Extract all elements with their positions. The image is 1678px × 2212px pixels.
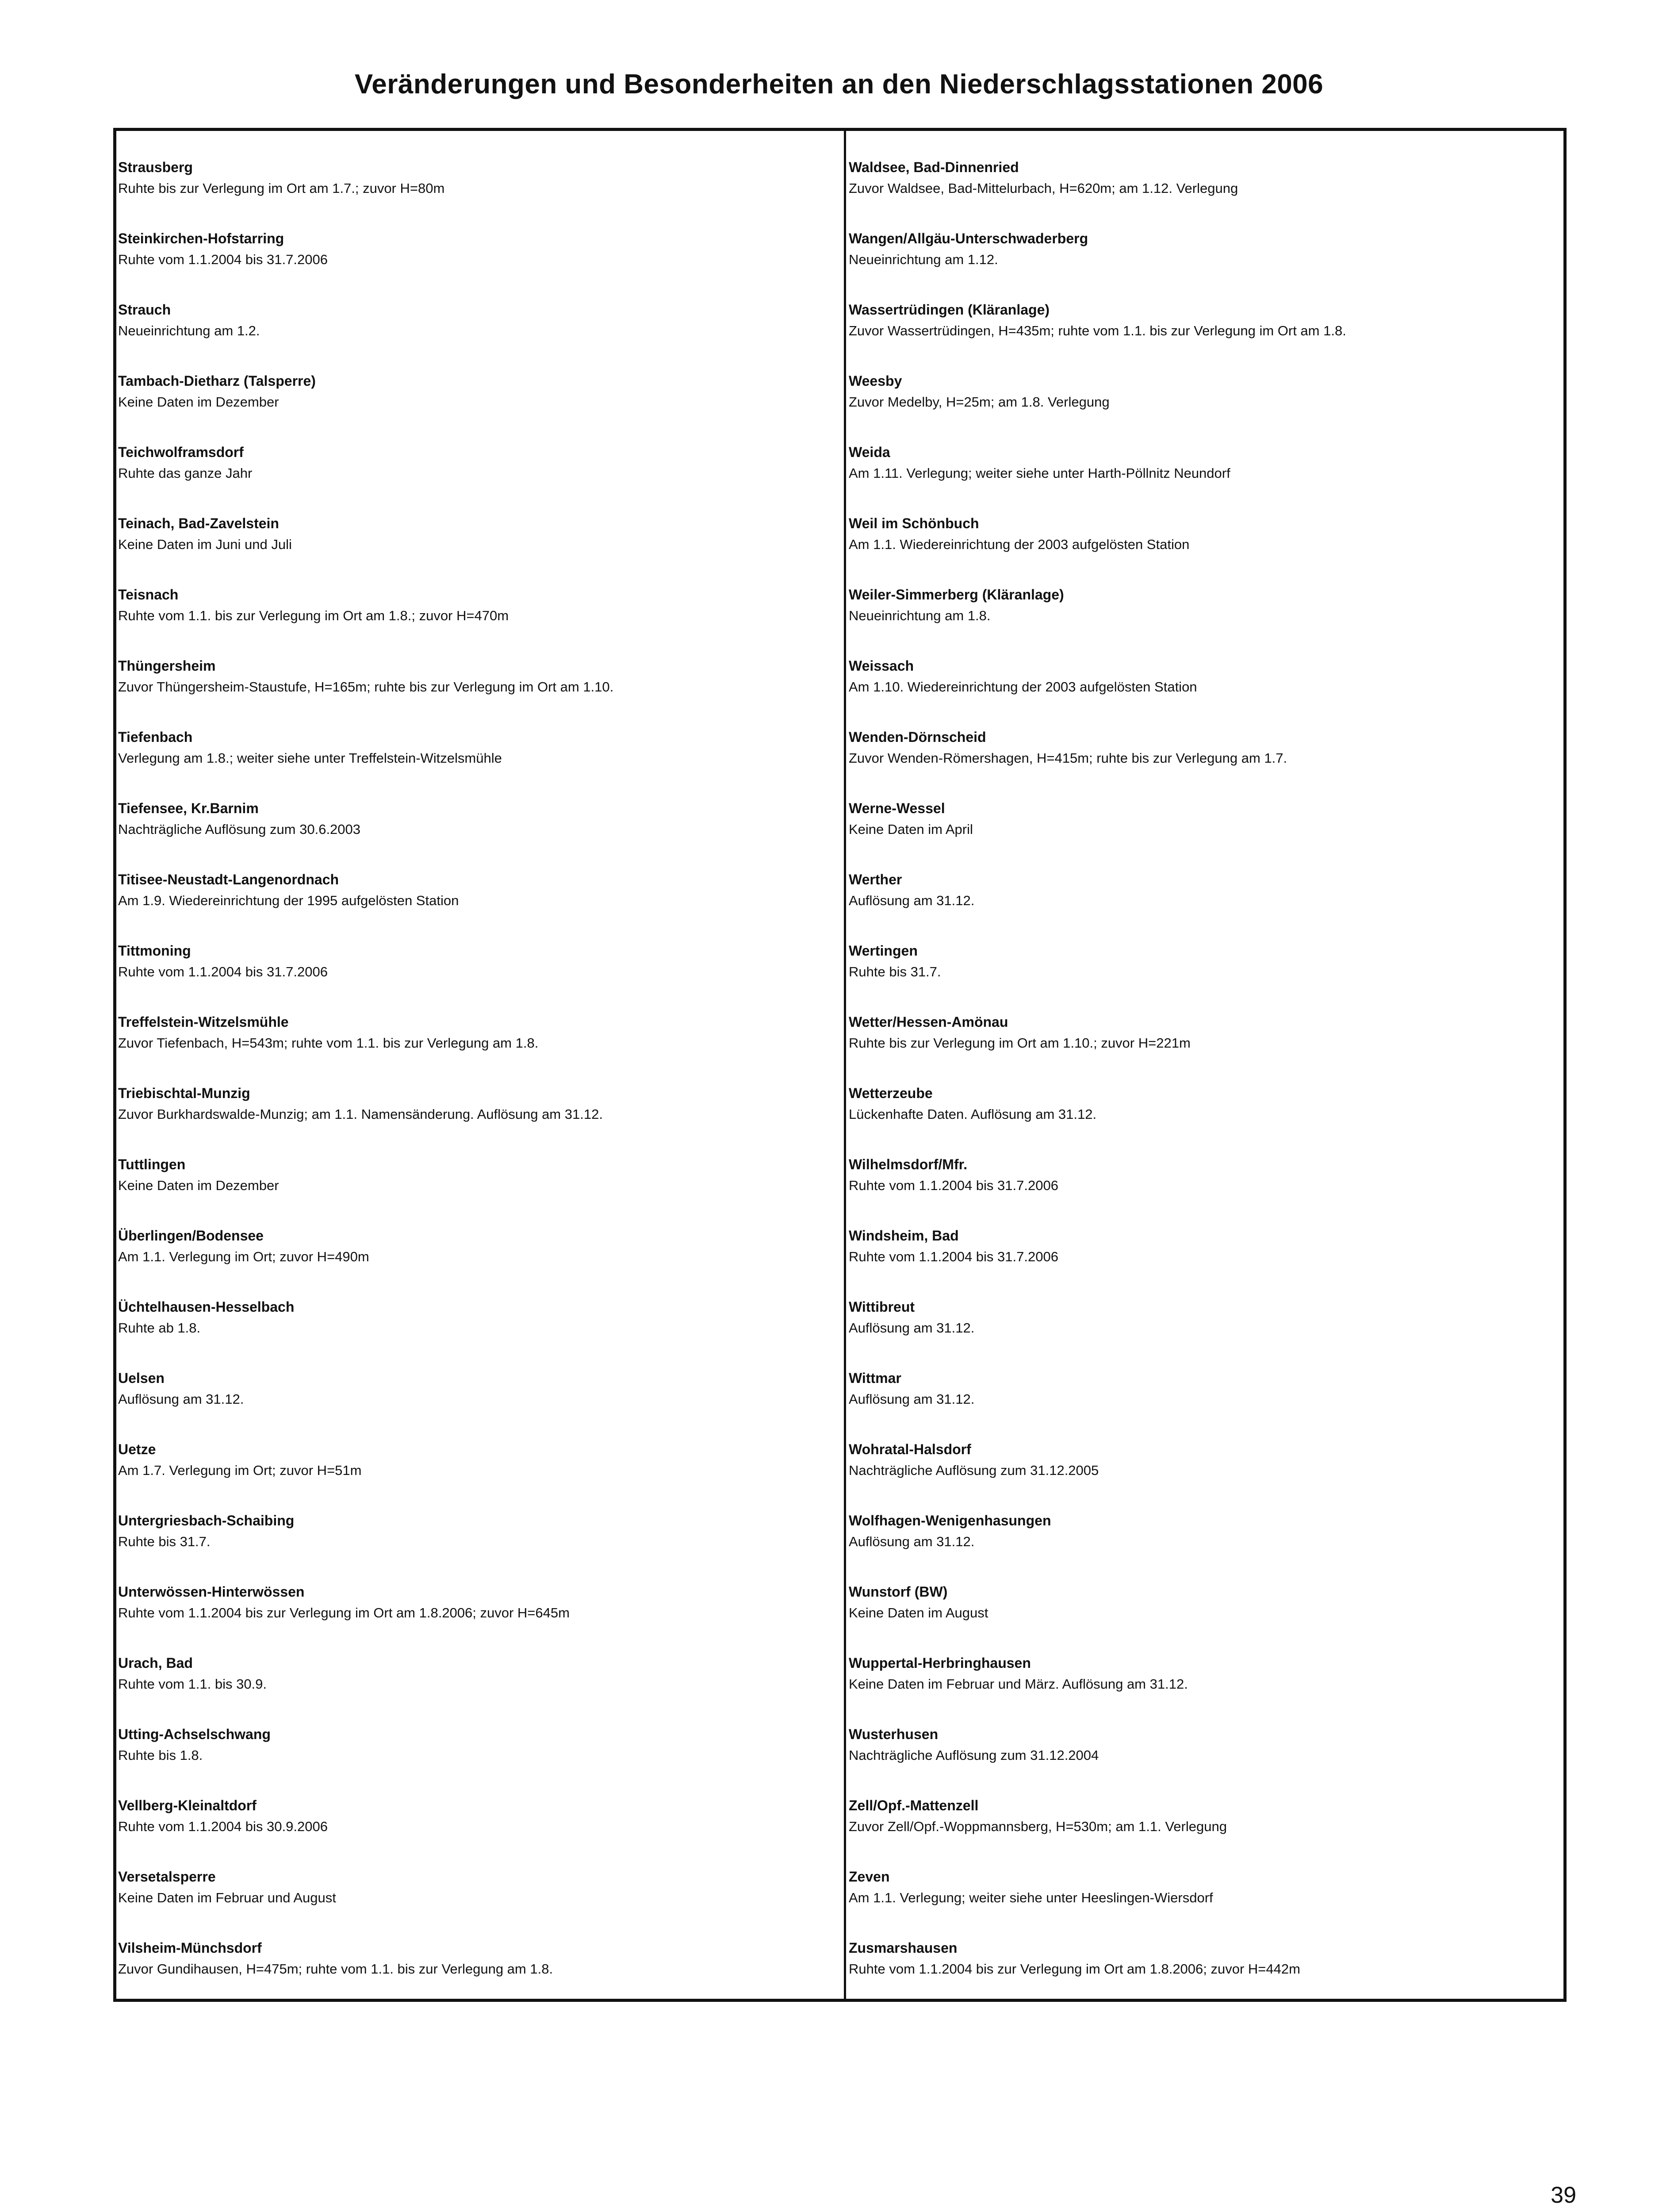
station-name: Unterwössen-Hinterwössen [118,1584,305,1600]
station-note: Zuvor Zell/Opf.-Woppmannsberg, H=530m; am 1.1. Verlegung [849,1819,1227,1834]
station-entry [118,1583,839,1654]
station-note: Am 1.11. Verlegung; weiter siehe unter Harth-Pöllnitz Neundorf [849,465,1230,481]
station-note: Ruhte vom 1.1. bis 30.9. [118,1676,267,1692]
station-note: Ruhte bis 31.7. [118,1534,211,1549]
station-entry [849,1725,1561,1797]
page-number: 39 [1551,2182,1576,2208]
station-entry [118,1654,839,1725]
station-name: Wertingen [849,943,918,959]
station-note: Neueinrichtung am 1.12. [849,252,998,267]
station-entry [118,799,839,871]
station-note: Ruhte vom 1.1. bis zur Verlegung im Ort am 1.8.; zuvor H=470m [118,608,509,623]
station-name: Tittmoning [118,943,191,959]
station-entry [118,1512,839,1583]
station-name: Titisee-Neustadt-Langenordnach [118,872,339,887]
station-name: Tuttlingen [118,1156,186,1172]
station-note: Keine Daten im Juni und Juli [118,537,292,552]
station-entry [118,301,839,372]
station-note: Neueinrichtung am 1.2. [118,323,260,338]
column-divider [844,131,846,1999]
station-name: Wittmar [849,1370,901,1386]
station-name: Triebischtal-Munzig [118,1085,250,1101]
station-note: Neueinrichtung am 1.8. [849,608,991,623]
station-name: Wohratal-Halsdorf [849,1441,971,1457]
station-entry [118,1084,839,1156]
station-name: Treffelstein-Witzelsmühle [118,1014,289,1030]
station-note: Ruhte vom 1.1.2004 bis 31.7.2006 [118,964,328,979]
station-name: Urach, Bad [118,1655,193,1671]
station-name: Wenden-Dörnscheid [849,729,986,745]
station-note: Zuvor Medelby, H=25m; am 1.8. Verlegung [849,394,1110,410]
station-note: Nachträgliche Auflösung zum 30.6.2003 [118,822,361,837]
station-entry [849,1084,1561,1156]
station-note: Ruhte bis 1.8. [118,1747,203,1763]
station-note: Nachträgliche Auflösung zum 31.12.2005 [849,1463,1099,1478]
station-entry [118,158,839,230]
station-entry [118,1939,839,2010]
station-note: Ruhte vom 1.1.2004 bis 30.9.2006 [118,1819,328,1834]
station-entry [118,1013,839,1084]
station-note: Am 1.1. Verlegung im Ort; zuvor H=490m [118,1249,369,1264]
station-note: Am 1.1. Wiedereinrichtung der 2003 aufgelösten Station [849,537,1190,552]
station-name: Untergriesbach-Schaibing [118,1513,295,1528]
station-entry [118,1868,839,1939]
station-name: Thüngersheim [118,658,216,674]
station-note: Ruhte vom 1.1.2004 bis zur Verlegung im Ort am 1.8.2006; zuvor H=442m [849,1961,1300,1977]
station-name: Wilhelmsdorf/Mfr. [849,1156,968,1172]
station-note: Keine Daten im August [849,1605,988,1621]
station-entry [849,1013,1561,1084]
station-table [113,128,1567,2002]
station-name: Utting-Achselschwang [118,1726,271,1742]
station-entry [849,1298,1561,1369]
station-name: Zell/Opf.-Mattenzell [849,1797,979,1813]
station-name: Werther [849,872,902,887]
station-name: Steinkirchen-Hofstarring [118,230,284,246]
station-note: Ruhte vom 1.1.2004 bis 31.7.2006 [118,252,328,267]
station-entry [849,372,1561,443]
station-name: Uelsen [118,1370,165,1386]
station-entry [849,1369,1561,1440]
station-entry [849,871,1561,942]
station-note: Ruhte bis 31.7. [849,964,941,979]
station-note: Ruhte vom 1.1.2004 bis 31.7.2006 [849,1178,1058,1193]
station-name: Weissach [849,658,914,674]
station-entry [849,586,1561,657]
station-note: Ruhte vom 1.1.2004 bis zur Verlegung im Ort am 1.8.2006; zuvor H=645m [118,1605,570,1621]
station-entry [118,1156,839,1227]
station-entry [849,1797,1561,1868]
station-note: Nachträgliche Auflösung zum 31.12.2004 [849,1747,1099,1763]
station-note: Zuvor Burkhardswalde-Munzig; am 1.1. Namensänderung. Auflösung am 31.12. [118,1106,603,1122]
station-name: Teichwolframsdorf [118,444,244,460]
station-note: Ruhte das ganze Jahr [118,465,253,481]
station-name: Wetterzeube [849,1085,933,1101]
station-note: Keine Daten im Februar und März. Auflösung am 31.12. [849,1676,1188,1692]
station-entry [118,657,839,728]
station-name: Vilsheim-Münchsdorf [118,1940,262,1956]
station-entry [849,1512,1561,1583]
station-entry [118,871,839,942]
station-note: Am 1.10. Wiedereinrichtung der 2003 aufgelösten Station [849,679,1197,695]
station-note: Auflösung am 31.12. [849,1534,975,1549]
station-name: Weesby [849,373,902,389]
station-entry [849,301,1561,372]
station-note: Ruhte bis zur Verlegung im Ort am 1.10.; zuvor H=221m [849,1035,1191,1051]
left-column [118,158,839,2010]
station-name: Teinach, Bad-Zavelstein [118,515,279,531]
station-entry [118,515,839,586]
station-entry [849,1227,1561,1298]
station-name: Weil im Schönbuch [849,515,979,531]
station-note: Ruhte ab 1.8. [118,1320,201,1336]
station-note: Zuvor Thüngersheim-Staustufe, H=165m; ruhte bis zur Verlegung im Ort am 1.10. [118,679,614,695]
station-name: Wolfhagen-Wenigenhasungen [849,1513,1051,1528]
station-entry [118,443,839,515]
station-note: Zuvor Wenden-Römershagen, H=415m; ruhte bis zur Verlegung am 1.7. [849,750,1287,766]
station-entry [118,1298,839,1369]
station-name: Uetze [118,1441,156,1457]
station-name: Strausberg [118,159,193,175]
station-entry [118,230,839,301]
station-name: Wuppertal-Herbringhausen [849,1655,1031,1671]
station-entry [849,230,1561,301]
station-name: Tiefenbach [118,729,193,745]
station-entry [118,1369,839,1440]
station-note: Am 1.7. Verlegung im Ort; zuvor H=51m [118,1463,362,1478]
station-name: Werne-Wessel [849,800,945,816]
station-name: Wunstorf (BW) [849,1584,948,1600]
station-name: Wetter/Hessen-Amönau [849,1014,1008,1030]
page-title: Veränderungen und Besonderheiten an den Niederschlagsstationen 2006 [354,69,1324,100]
station-entry [849,657,1561,728]
station-name: Wangen/Allgäu-Unterschwaderberg [849,230,1088,246]
station-note: Zuvor Tiefenbach, H=543m; ruhte vom 1.1. bis zur Verlegung am 1.8. [118,1035,539,1051]
station-entry [849,1440,1561,1512]
station-name: Überlingen/Bodensee [118,1228,264,1244]
station-note: Keine Daten im Dezember [118,1178,279,1193]
station-entry [849,158,1561,230]
station-name: Versetalsperre [118,1869,216,1885]
station-note: Ruhte vom 1.1.2004 bis 31.7.2006 [849,1249,1058,1264]
station-entry [849,942,1561,1013]
station-entry [118,1725,839,1797]
station-entry [849,728,1561,799]
station-note: Zuvor Gundihausen, H=475m; ruhte vom 1.1. bis zur Verlegung am 1.8. [118,1961,553,1977]
station-entry [118,372,839,443]
station-note: Lückenhafte Daten. Auflösung am 31.12. [849,1106,1097,1122]
station-entry [118,586,839,657]
station-name: Waldsee, Bad-Dinnenried [849,159,1019,175]
station-entry [849,443,1561,515]
station-entry [849,799,1561,871]
station-entry [118,1227,839,1298]
station-note: Ruhte bis zur Verlegung im Ort am 1.7.; zuvor H=80m [118,180,445,196]
station-name: Teisnach [118,587,179,603]
station-name: Weiler-Simmerberg (Kläranlage) [849,587,1064,603]
station-note: Auflösung am 31.12. [849,1320,975,1336]
station-note: Auflösung am 31.12. [849,1391,975,1407]
station-entry [118,1797,839,1868]
station-note: Keine Daten im Dezember [118,394,279,410]
right-column [849,158,1561,2010]
station-note: Auflösung am 31.12. [118,1391,244,1407]
station-name: Zusmarshausen [849,1940,958,1956]
station-name: Üchtelhausen-Hesselbach [118,1299,295,1315]
station-note: Auflösung am 31.12. [849,893,975,908]
station-name: Tambach-Dietharz (Talsperre) [118,373,316,389]
station-name: Strauch [118,302,171,318]
station-name: Windsheim, Bad [849,1228,959,1244]
station-entry [849,1868,1561,1939]
station-note: Keine Daten im April [849,822,973,837]
station-name: Zeven [849,1869,890,1885]
station-note: Am 1.1. Verlegung; weiter siehe unter Heeslingen-Wiersdorf [849,1890,1213,1905]
station-note: Zuvor Waldsee, Bad-Mittelurbach, H=620m; am 1.12. Verlegung [849,180,1238,196]
station-note: Keine Daten im Februar und August [118,1890,336,1905]
station-note: Am 1.9. Wiedereinrichtung der 1995 aufgelösten Station [118,893,459,908]
station-entry [849,515,1561,586]
station-name: Wittibreut [849,1299,915,1315]
station-name: Weida [849,444,890,460]
station-note: Verlegung am 1.8.; weiter siehe unter Treffelstein-Witzelsmühle [118,750,502,766]
station-note: Zuvor Wassertrüdingen, H=435m; ruhte vom 1.1. bis zur Verlegung im Ort am 1.8. [849,323,1346,338]
station-entry [849,1939,1561,2010]
station-name: Wusterhusen [849,1726,939,1742]
station-name: Vellberg-Kleinaltdorf [118,1797,257,1813]
station-name: Tiefensee, Kr.Barnim [118,800,259,816]
station-entry [118,942,839,1013]
station-entry [849,1583,1561,1654]
station-entry [849,1654,1561,1725]
station-entry [849,1156,1561,1227]
station-entry [118,728,839,799]
station-name: Wassertrüdingen (Kläranlage) [849,302,1050,318]
station-entry [118,1440,839,1512]
